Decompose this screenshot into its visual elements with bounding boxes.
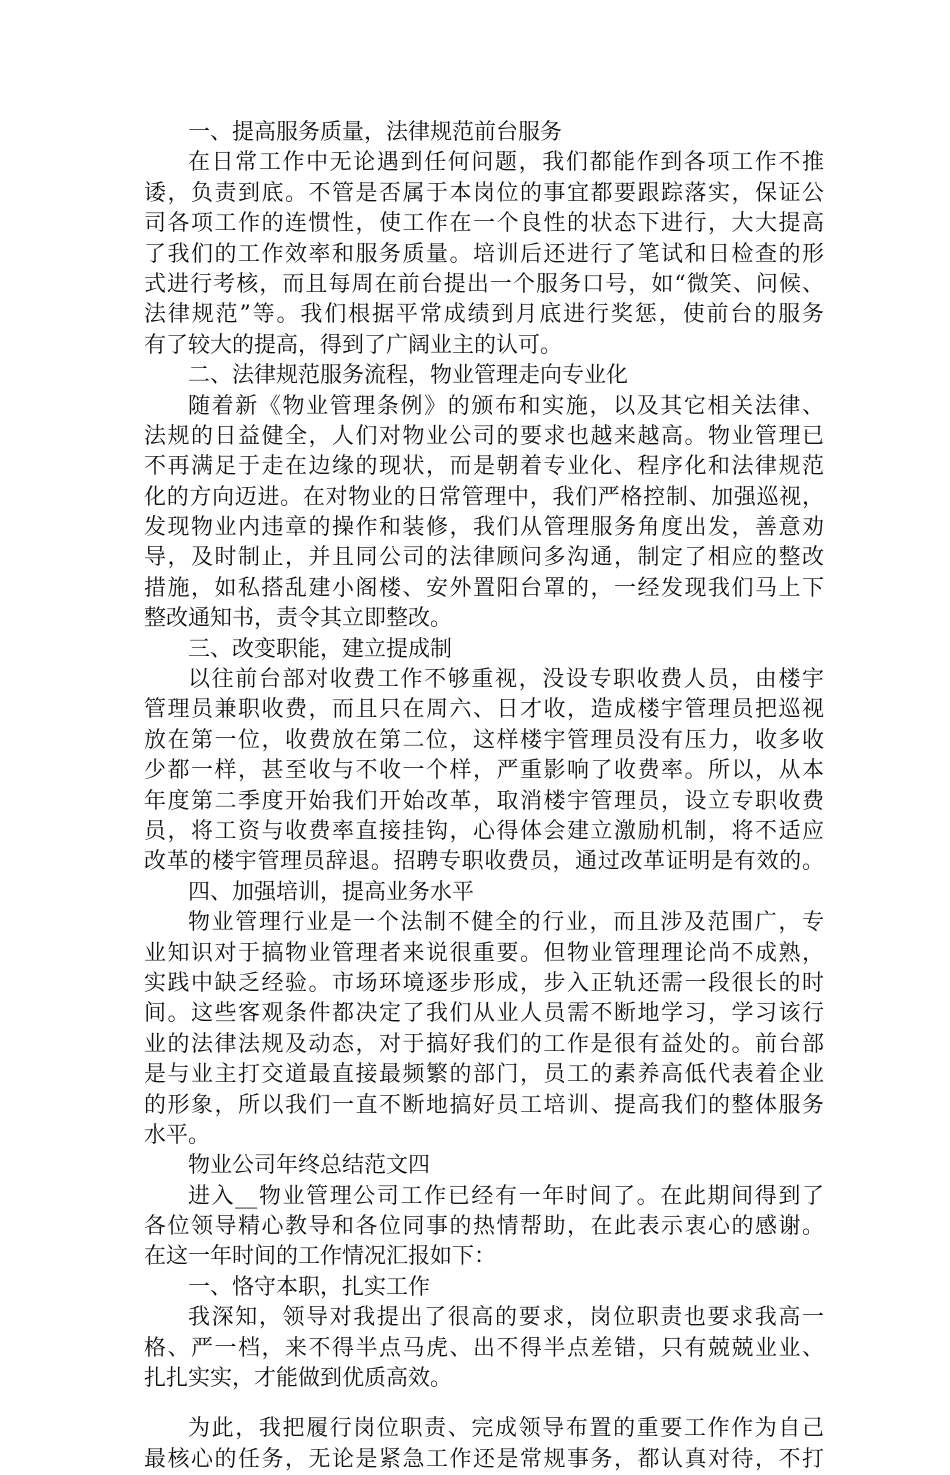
paragraph-line: 少都一样，甚至收与不收一个样，严重影响了收费率。所以，从本 [144, 758, 824, 784]
paragraph-line: 诿，负责到底。不管是否属于本岗位的事宜都要跟踪落实，保证公 [144, 180, 824, 206]
paragraph-first-line: 为此，我把履行岗位职责、完成领导布置的重要工作作为自己 [188, 1416, 824, 1442]
section-heading: 一、提高服务质量，法律规范前台服务 [188, 120, 563, 145]
paragraph-line: 各位领导精心教导和各位同事的热情帮助，在此表示衷心的感谢。 [144, 1214, 824, 1240]
paragraph-line: 最核心的任务，无论是紧急工作还是常规事务，都认真对待，不打 [144, 1446, 824, 1472]
paragraph-line: 了我们的工作效率和服务质量。培训后还进行了笔试和日检查的形 [144, 241, 824, 267]
paragraph-first-line: 随着新《物业管理条例》的颁布和实施，以及其它相关法律、 [188, 393, 824, 419]
paragraph-line: 放在第一位，收费放在第二位，这样楼宇管理员没有压力，收多收 [144, 727, 824, 753]
paragraph-last-line: 在这一年时间的工作情况汇报如下： [144, 1244, 497, 1270]
section-heading: 三、改变职能，建立提成制 [188, 636, 453, 662]
paragraph-last-line: 水平。 [144, 1122, 211, 1148]
paragraph-line: 的形象，所以我们一直不断地搞好员工培训、提高我们的整体服务 [144, 1092, 824, 1118]
paragraph-line: 格、严一档，来不得半点马虎、出不得半点差错，只有兢兢业业、 [144, 1335, 824, 1361]
paragraph-last-line: 有了较大的提高，得到了广阔业主的认可。 [144, 332, 563, 358]
paragraph-line: 法规的日益健全，人们对物业公司的要求也越来越高。物业管理已 [144, 423, 824, 449]
paragraph-line: 是与业主打交道最直接最频繁的部门，员工的素养高低代表着企业 [144, 1062, 824, 1088]
paragraph-line: 实践中缺乏经验。市场环境逐步形成，步入正轨还需一段很长的时 [144, 970, 824, 996]
paragraph-line: 法律规范”等。我们根据平常成绩到月底进行奖惩，使前台的服务 [144, 302, 824, 328]
paragraph-gap [144, 1394, 824, 1414]
section-heading: 二、法律规范服务流程，物业管理走向专业化 [188, 363, 629, 389]
paragraph-first-line: 物业管理行业是一个法制不健全的行业，而且涉及范围广，专 [188, 910, 824, 936]
paragraph-line: 化的方向迈进。在对物业的日常管理中，我们严格控制、加强巡视， [144, 484, 824, 510]
paragraph-line: 业知识对于搞物业管理者来说很重要。但物业管理理论尚不成熟， [144, 940, 824, 966]
paragraph-first-line: 在日常工作中无论遇到任何问题，我们都能作到各项工作不推 [188, 150, 824, 176]
paragraph-line: 不再满足于走在边缘的现状，而是朝着专业化、程序化和法律规范 [144, 454, 824, 480]
paragraph-line: 业的法律法规及动态，对于搞好我们的工作是很有益处的。前台部 [144, 1031, 824, 1057]
paragraph-last-line: 整改通知书，责令其立即整改。 [144, 606, 453, 632]
paragraph-line: 年度第二季度开始我们开始改革，取消楼宇管理员，设立专职收费 [144, 788, 824, 814]
paragraph-first-line: 以往前台部对收费工作不够重视，没设专职收费人员，由楼宇 [188, 667, 824, 693]
document-body [144, 118, 824, 1475]
paragraph-line: 管理员兼职收费，而且只在周六、日才收，造成楼宇管理员把巡视 [144, 697, 824, 723]
paragraph-line: 发现物业内违章的操作和装修，我们从管理服务角度出发，善意劝 [144, 515, 824, 541]
paragraph-line: 式进行考核，而且每周在前台提出一个服务口号，如“微笑、问候、 [144, 271, 824, 297]
paragraph-first-line: 进入__物业管理公司工作已经有一年时间了。在此期间得到了 [188, 1183, 824, 1209]
paragraph-first-line: 我深知，领导对我提出了很高的要求，岗位职责也要求我高一 [188, 1305, 824, 1331]
paragraph-line: 改革的楼宇管理员辞退。招聘专职收费员，通过改革证明是有效的。 [144, 849, 824, 875]
section-heading: 四、加强培训，提高业务水平 [188, 879, 475, 905]
paragraph-line: 员，将工资与收费率直接挂钩，心得体会建立激励机制，将不适应 [144, 818, 824, 844]
section-heading: 一、恪守本职，扎实工作 [188, 1274, 431, 1300]
paragraph-last-line: 扎扎实实，才能做到优质高效。 [144, 1366, 453, 1392]
paragraph-line: 间。这些客观条件都决定了我们从业人员需不断地学习，学习该行 [144, 1001, 824, 1027]
paragraph-line: 措施，如私搭乱建小阁楼、安外置阳台罩的，一经发现我们马上下 [144, 575, 824, 601]
paragraph-line: 司各项工作的连惯性，使工作在一个良性的状态下进行，大大提高 [144, 211, 824, 237]
paragraph-line: 导，及时制止，并且同公司的法律顾问多沟通，制定了相应的整改 [144, 545, 824, 571]
section-heading: 物业公司年终总结范文四 [188, 1153, 431, 1179]
